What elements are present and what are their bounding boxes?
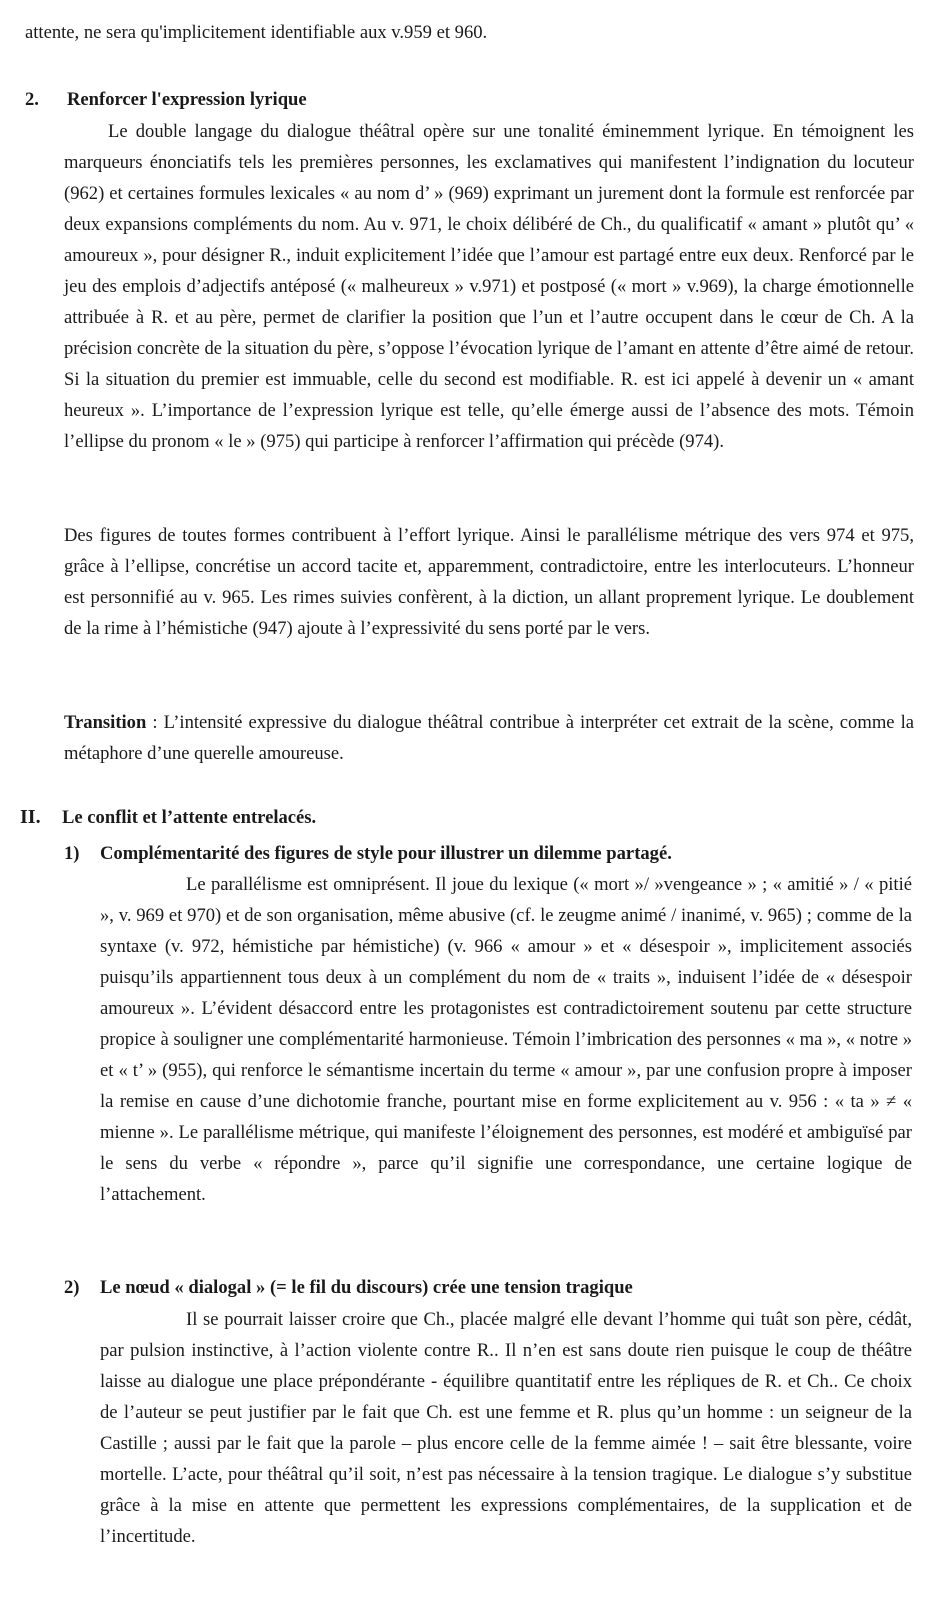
subsection-2-heading xyxy=(64,1272,914,1303)
subsection-1-heading xyxy=(64,838,914,869)
transition-text: : L’intensité expressive du dialogue théâtral contribue à interpréter cet extrait de la scène, comme la métaphore d’une querelle amoureuse. xyxy=(64,712,914,764)
subsection-1-paragraph xyxy=(100,869,912,1210)
part-II-title: Le conflit et l’attente entrelacés. xyxy=(62,807,317,828)
subsection-2-number: 2) xyxy=(64,1277,80,1298)
subsection-2-text: Il se pourrait laisser croire que Ch., placée malgré elle devant l’homme qui tuât son père, cédât, par pulsion instinctive, à l’action violente contre R.. Il n’en est sans doute rien puisque le coup de théâtre laisse au dialogue une place prépondérante - équilibre quantitatif entre les répliques de R. et Ch.. Ce choix de l’auteur se peut justifier par le fait que Ch. est une femme et R. plus qu’un homme : un seigneur de la Castille ; aussi par le fait que la parole – plus encore celle de la femme aimée ! – sait être blessante, voire mortelle. L’acte, pour théâtral qu’il soit, n’est pas nécessaire à la tension tragique. Le dialogue s’y substitue grâce à la mise en attente que permettent les expressions complémentaires, de la supplication et de l’incertitude. xyxy=(100,1309,912,1547)
subsection-1-title: Complémentarité des figures de style pour illustrer un dilemme partagé. xyxy=(100,843,672,864)
subsection-2-title: Le nœud « dialogal » (= le fil du discours) crée une tension tragique xyxy=(100,1277,633,1298)
section-2-paragraph-1 xyxy=(64,116,914,457)
part-II-heading xyxy=(20,802,900,833)
intro-paragraph: attente, ne sera qu'implicitement identifiable aux v.959 et 960. xyxy=(25,22,488,43)
transition-paragraph xyxy=(64,707,914,769)
section-2-paragraph-1-text: Le double langage du dialogue théâtral opère sur une tonalité éminemment lyrique. En témoignent les marqueurs énonciatifs tels les premières personnes, les exclamatives qui manifestent l’indignation du locuteur (962) et certaines formules lexicales « au nom d’ » (969) exprimant un jurement dont la formule est renforcée par deux expansions compléments du nom. Au v. 971, le choix délibéré de Ch., du qualificatif « amant » plutôt qu’ « amoureux », pour désigner R., induit explicitement l’idée que l’amour est partagé entre eux deux. Renforcé par le jeu des emplois d’adjectifs antéposé (« malheureux » v.971) et postposé (« mort » v.969), la charge émotionnelle attribuée à R. et au père, permet de clarifier la position que l’un et l’autre occupent dans le cœur de Ch. A la précision concrète de la situation du père, s’oppose l’évocation lyrique de l’amant en attente d’être aimé de retour. Si la situation du premier est immuable, celle du second est modifiable. R. est ici appelé à devenir un « amant heureux ». L’importance de l’expression lyrique est telle, qu’elle émerge aussi de l’absence des mots. Témoin l’ellipse du pronom « le » (975) qui participe à renforcer l’affirmation qui précède (974). xyxy=(64,121,914,452)
section-2-paragraph-2: Des figures de toutes formes contribuent à l’effort lyrique. Ainsi le parallélisme métrique des vers 974 et 975, grâce à l’ellipse, concrétise un accord tacite et, apparemment, contradictoire, entre les interlocuteurs. L’honneur est personnifié au v. 965. Les rimes suivies confèrent, à la diction, un allant proprement lyrique. Le doublement de la rime à l’hémistiche (947) ajoute à l’expressivité du sens porté par le vers. xyxy=(64,525,914,639)
transition-label: Transition xyxy=(64,712,147,733)
section-2-heading xyxy=(25,84,905,115)
subsection-2-paragraph xyxy=(100,1304,912,1552)
subsection-1-number: 1) xyxy=(64,843,80,864)
subsection-1-text: Le parallélisme est omniprésent. Il joue du lexique (« mort »/ »vengeance » ; « amitié » / « pitié », v. 969 et 970) et de son organisation, même abusive (cf. le zeugme animé / inanimé, v. 965) ; comme de la syntaxe (v. 972, hémistiche par hémistiche) (v. 966 « amour » et « désespoir », implicitement associés puisqu’ils appartiennent tous deux à un complément du nom de « traits », induisent l’idée de « désespoir amoureux ». L’évident désaccord entre les protagonistes est contradictoirement soutenu par cette structure propice à souligner une complémentarité harmonieuse. Témoin l’imbrication des personnes « ma », « notre » et « t’ » (955), qui renforce le sémantisme incertain du terme « amour », par une confusion propre à imposer la remise en cause d’une dichotomie franche, pourtant mise en forme explicitement au v. 956 : « ta » ≠ « mienne ». Le parallélisme métrique, qui manifeste l’éloignement des personnes, est modéré et ambiguïsé par le sens du verbe « répondre », parce qu’il signifie une correspondance, une certaine logique de l’attachement. xyxy=(100,874,912,1205)
part-II-number: II. xyxy=(20,806,41,828)
section-2-number: 2. xyxy=(25,89,39,110)
section-2-title: Renforcer l'expression lyrique xyxy=(67,89,307,110)
